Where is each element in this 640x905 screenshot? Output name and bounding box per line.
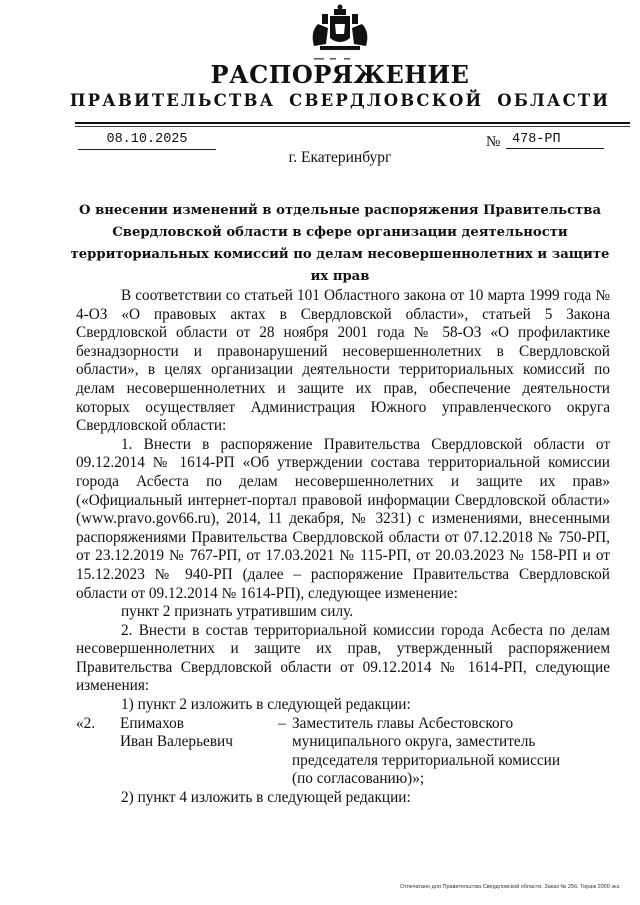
print-footer-note: Отпечатано для Правительства Свердловской области. Заказ № 256. Тираж 2000 экз. [400, 884, 621, 890]
document-date: 08.10.2025 [78, 131, 216, 150]
role-line: (по согласованию)»; [292, 770, 425, 788]
member-dash: – [278, 714, 286, 732]
role-line: председателя территориальной комиссии [292, 751, 561, 769]
item-2-sub-2: 2) пункт 4 изложить в следующей редакции: [121, 789, 411, 807]
heading-line: территориальных комиссий по делам несовершеннолетних и защите их прав [70, 247, 610, 284]
role-line: муниципального округа, заместитель [292, 733, 536, 751]
coat-of-arms-icon [300, 2, 380, 62]
city: г. Екатеринбург [288, 149, 392, 166]
preamble-paragraph: В соответствии со статьей 101 Областного закона от 10 марта 1999 года № 4-ОЗ «О правовых актах в Свердловской области», статьей 5 Закона Свердловской области от 28 ноября 2001 года № 58-ОЗ «О профилактике безнадзорности и правонарушений несовершеннолетних в Свердловской области», в целях организации деятельности территориальных комиссий по делам несовершеннолетних и защите их прав, обеспечение деятельности которых осуществляет Администрация Южного управленческого округа Свердловской области: [76, 287, 610, 435]
item-2-paragraph: 2. Внести в состав территориальной комиссии города Асбеста по делам несовершеннолетних и защите их прав, утвержденный распоряжением Правительства Свердловской области от 09.12.2014 № 1614-РП, следующие изменения: [76, 621, 610, 695]
heading-line: Свердловской области в сфере организации деятельности [112, 225, 568, 240]
member-surname: Епимахов [120, 714, 185, 732]
document-body [76, 287, 610, 808]
member-role [292, 715, 592, 789]
number-label: № [486, 134, 501, 150]
heading-line: О внесении изменений в отдельные распоряжения Правительства [79, 203, 601, 218]
header-rule [75, 122, 630, 124]
member-number: «2. [76, 714, 96, 732]
document-type-title: РАСПОРЯЖЕНИЕ [210, 60, 470, 89]
header-rule-thin [75, 126, 630, 127]
member-name [120, 715, 278, 789]
member-entry [76, 715, 610, 789]
item-2-sub-1: 1) пункт 2 изложить в следующей редакции: [121, 696, 411, 714]
member-given-names: Иван Валерьевич [120, 733, 233, 751]
document-number: 478-РП [506, 131, 604, 149]
issuing-authority: ПРАВИТЕЛЬСТВА СВЕРДЛОВСКОЙ ОБЛАСТИ [69, 91, 611, 110]
item-1-sub: пункт 2 признать утратившим силу. [121, 603, 354, 621]
document-heading [70, 200, 610, 288]
role-line: Заместитель главы Асбестовского [292, 714, 514, 732]
item-1-paragraph: 1. Внести в распоряжение Правительства Свердловской области от 09.12.2014 № 1614-РП «Об утверждении состава территориальной комиссии города Асбеста по делам несовершеннолетних и защите их прав» («Официальный интернет-портал правовой информации Свердловской области» (www.pravo.gov66.ru), 2014, 11 декабря, № 3231) с изменениями, внесенными распоряжениями Правительства Свердловской области от 07.12.2018 № 750-РП, от 23.12.2019 № 767-РП, от 17.03.2021 № 115-РП, от 20.03.2023 № 158-РП и от 15.12.2023 № 940-РП (далее – распоряжение Правительства Свердловской области от 09.12.2014 № 1614-РП), следующее изменение: [76, 435, 610, 602]
